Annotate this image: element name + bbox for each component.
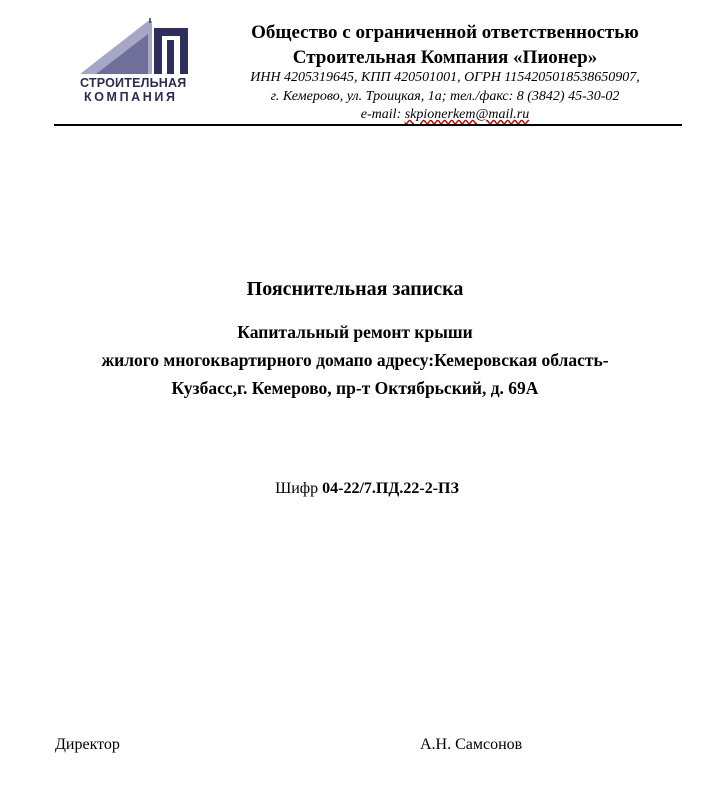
document-cipher — [0, 480, 710, 498]
subject-line1: Капитальный ремонт крыши — [237, 322, 473, 342]
company-name-line1: Общество с ограниченной ответственностью — [251, 22, 639, 43]
company-email-line — [205, 106, 685, 125]
logo-tower-inner — [167, 40, 174, 74]
signatory-name: А.Н. Самсонов — [420, 736, 523, 753]
cipher-label: Шифр — [275, 480, 323, 497]
email-label: e-mail: — [360, 107, 405, 122]
logo-text-line1: СТРОИТЕЛЬНАЯ — [80, 76, 187, 90]
document-subject — [30, 318, 680, 402]
company-registration: ИНН 4205319645, КПП 420501001, ОГРН 1154205018538650907, — [250, 70, 640, 85]
company-logo — [78, 18, 200, 104]
header-divider — [54, 124, 682, 126]
building-logo-icon — [78, 18, 200, 78]
company-address: г. Кемерово, ул. Троицкая, 1а; тел./факс: 8 (3842) 45-30-02 — [270, 88, 620, 104]
company-name-line2: Строительная Компания «Пионер» — [292, 47, 598, 68]
logo-tower-right — [180, 28, 188, 74]
logo-text-line2: КОМПАНИЯ — [84, 90, 178, 104]
company-details — [205, 69, 685, 125]
cipher-code: 04-22/7.ПД.22-2-ПЗ — [322, 480, 459, 497]
document-title: Пояснительная записка — [246, 278, 464, 300]
subject-line2: жилого многоквартирного домапо адресу:Кемеровская область- — [101, 350, 609, 370]
subject-line3: Кузбасс,г. Кемерово, пр-т Октябрьский, д. 69А — [171, 378, 539, 398]
email-link[interactable]: skpionerkem@mail.ru — [404, 107, 530, 122]
signatory-position: Директор — [55, 736, 120, 753]
company-name — [205, 20, 685, 70]
